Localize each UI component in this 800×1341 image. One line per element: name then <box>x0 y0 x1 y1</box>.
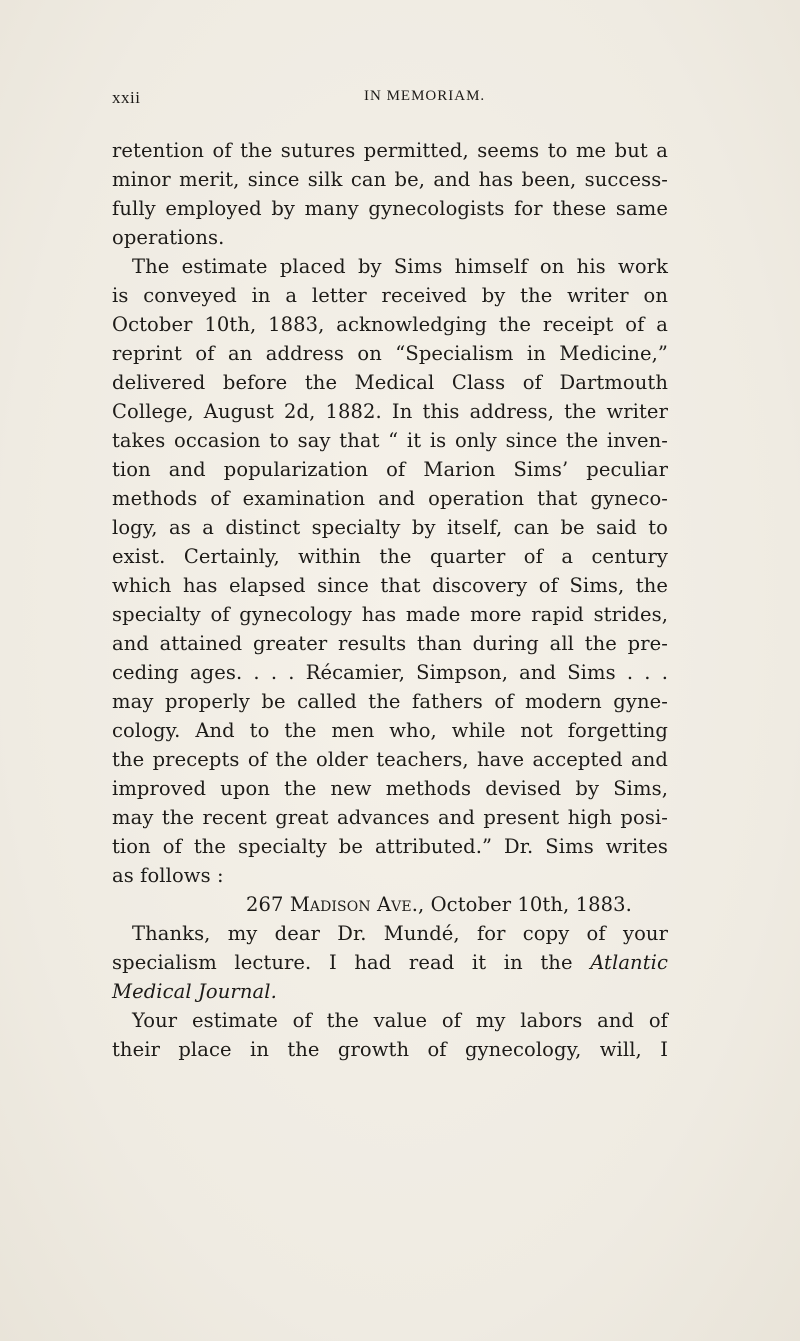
text-line: retention of the sutures permitted, seems to me but a <box>112 139 668 162</box>
text-line: may properly be called the fathers of modern gyne- <box>112 690 668 713</box>
body-text <box>112 136 668 1064</box>
running-title: IN MEMORIAM. <box>364 88 486 104</box>
text-line: is conveyed in a letter received by the writer on <box>112 284 668 307</box>
text-line: logy, as a distinct specialty by itself, can be said to <box>112 516 668 539</box>
journal-title-part: Medical Journal. <box>112 980 277 1003</box>
text-line: The estimate placed by Sims himself on his work <box>132 255 668 278</box>
text-line: may the recent great advances and present high posi- <box>112 806 668 829</box>
text-line: and attained greater results than during all the pre- <box>112 632 668 655</box>
dateline-street: Madison Ave. <box>289 893 418 916</box>
dateline-number: 267 <box>246 893 290 916</box>
text-line: exist. Certainly, within the quarter of a century <box>112 545 668 568</box>
text-line: College, August 2d, 1882. In this address, the writer <box>112 400 668 423</box>
dateline-date: , October 10th, 1883. <box>418 893 632 916</box>
text-line: fully employed by many gynecologists for these same <box>112 197 668 220</box>
text-line: specialty of gynecology has made more rapid strides, <box>112 603 668 626</box>
text-line: takes occasion to say that “ it is only since the inven- <box>112 429 668 452</box>
page-number: xxii <box>112 88 141 107</box>
journal-title-part: Atlantic <box>590 951 668 974</box>
text-line: tion of the specialty be attributed.” Dr. Sims writes <box>112 835 668 858</box>
text-line: operations. <box>112 226 225 249</box>
text-line: ceding ages. . . . Récamier, Simpson, and Sims . . . <box>112 661 668 684</box>
letter-line: Thanks, my dear Dr. Mundé, for copy of your <box>132 922 668 945</box>
text-line: tion and popularization of Marion Sims’ peculiar <box>112 458 668 481</box>
text-line: the precepts of the older teachers, have accepted and <box>112 748 668 771</box>
letter-line: their place in the growth of gynecology, will, I <box>112 1038 668 1061</box>
letter-line <box>112 948 668 977</box>
text-line: which has elapsed since that discovery of Sims, the <box>112 574 668 597</box>
text-line: minor merit, since silk can be, and has been, success- <box>112 168 668 191</box>
text-line: cology. And to the men who, while not forgetting <box>112 719 668 742</box>
text-line: improved upon the new methods devised by Sims, <box>112 777 668 800</box>
text-line: October 10th, 1883, acknowledging the receipt of a <box>112 313 668 336</box>
letter-dateline <box>112 890 668 919</box>
letter-text: specialism lecture. I had read it in the <box>112 951 591 974</box>
text-line: reprint of an address on “Specialism in Medicine,” <box>112 342 668 365</box>
running-head <box>112 88 668 114</box>
letter-line: Your estimate of the value of my labors and of <box>132 1009 668 1032</box>
text-line: delivered before the Medical Class of Dartmouth <box>112 371 668 394</box>
text-line: as follows : <box>112 864 224 887</box>
text-line: methods of examination and operation that gyneco- <box>112 487 668 510</box>
